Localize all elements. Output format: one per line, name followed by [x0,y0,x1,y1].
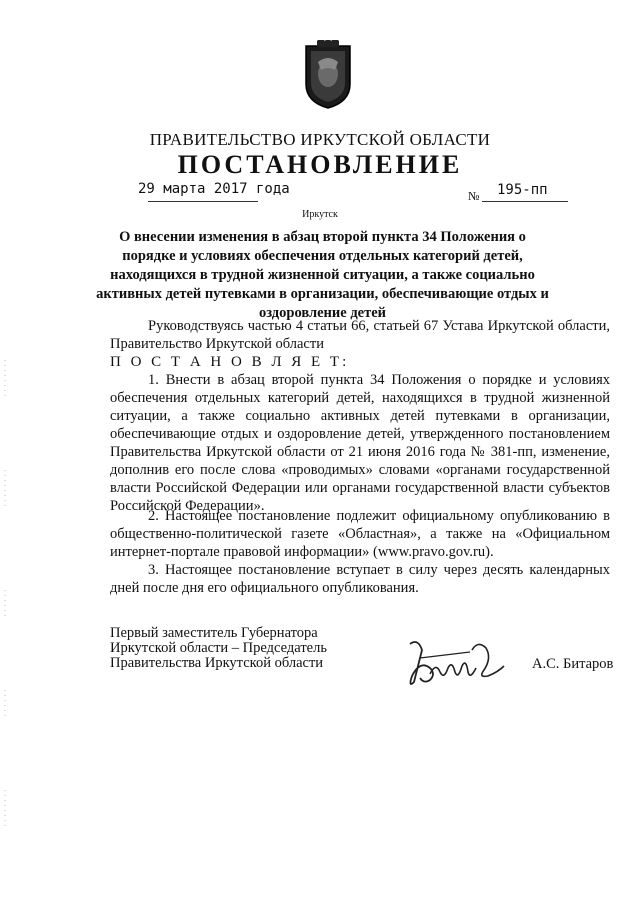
signer-position-line-2: Иркутской области – Председатель [110,640,327,656]
signer-name: А.С. Битаров [532,656,614,672]
scan-margin-marks [3,360,7,830]
date-underline [148,201,258,202]
item-paragraph-1: 1. Внести в абзац второй пункта 34 Положения о порядке и условиях обеспечения отдельных категорий детей, находящихся в трудной жизненной ситуации, а также социально активных детей путевками в организации, обеспечивающие отдых и оздоровление детей, утвержденного постановлением Правительства Иркутской области от 21 июня 2016 года № 381-пп, изменение, дополнив его после слова «проводимых» словами «органами государственной власти Российской Федерации или органами государственной власти субъектов Российской Федерации». [110,372,610,514]
coat-of-arms-icon [302,40,354,110]
signer-position-line-3: Правительства Иркутской области [110,655,324,671]
signer-position [110,626,327,671]
government-title: ПРАВИТЕЛЬСТВО ИРКУТСКОЙ ОБЛАСТИ [149,130,491,149]
item-paragraph-2: 2. Настоящее постановление подлежит официальному опубликованию в общественно-политической газете «Областная», а также на «Официальном интернет-портале правовой информации» (www.pravo.gov.ru). [110,508,610,560]
document-type: ПОСТАНОВЛЕНИЕ [177,150,463,179]
intro-paragraph: Руководствуясь частью 4 статьи 66, статьей 67 Устава Иркутской области, Правительство Иркутской области [110,318,610,352]
document-subject: О внесении изменения в абзац второй пункта 34 Положения о порядке и условиях обеспечения отдельных категорий детей, находящихся в трудной жизненной ситуации, а также социально активных детей путевками в организации, обеспечивающие отдых и оздоровление детей [96,229,549,321]
signer-position-line-1: Первый заместитель Губернатора [110,625,318,641]
document-number: 195-пп [497,182,548,198]
handwritten-signature [400,630,510,690]
number-sign: № [468,189,480,203]
document-date: 29 марта 2017 года [138,181,290,197]
decree-heading: П О С Т А Н О В Л Я Е Т: [110,354,350,370]
number-underline [482,201,568,202]
item-paragraph-3: 3. Настоящее постановление вступает в силу через десять календарных дней после дня его официального опубликования. [110,562,610,596]
city: Иркутск [302,209,338,220]
